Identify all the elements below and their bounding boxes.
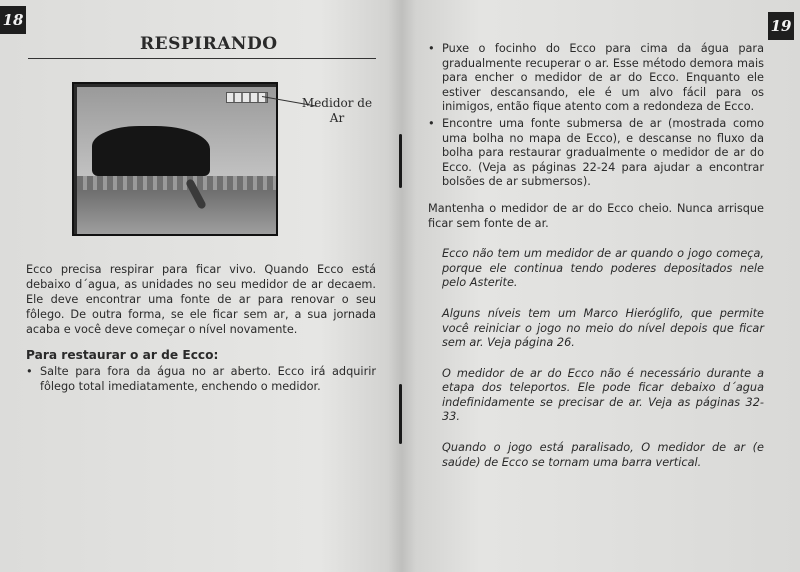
right-paragraph: Mantenha o medidor de ar do Ecco cheio. Nunca arrisque ficar sem fonte de ar.	[428, 201, 764, 230]
subhead: Para restaurar o ar de Ecco:	[26, 348, 219, 362]
list-item: • Puxe o focinho do Ecco para cima da água para gradualmente recuperar o ar. Esse método demora mais para encher o medidor de ar do Ecco. Enquanto ele estiver descansando, ele é um alvo fácil para os inimigos, então fique atento com a redondeza de Ecco.	[428, 42, 764, 115]
game-screenshot	[72, 82, 278, 236]
screenshot-water-surface	[77, 176, 277, 190]
right-bullet-list	[428, 42, 764, 190]
note-item: Ecco não tem um medidor de ar quando o jogo começa, porque ele continua tendo poderes depositados nele pelo Asterite.	[442, 247, 764, 290]
gutter-shadow	[388, 0, 416, 572]
screenshot-island	[92, 126, 210, 176]
note-item: Quando o jogo está paralisado, O medidor de ar (e saúde) de Ecco se tornam uma barra vertical.	[442, 441, 764, 469]
air-meter-graphic	[226, 92, 268, 103]
left-bullet-list	[26, 364, 376, 396]
page-number-left: 18	[0, 6, 26, 34]
binding-staple-bottom	[399, 384, 402, 444]
list-item: • Encontre uma fonte submersa de ar (mostrada como uma bolha no mapa de Ecco), e descanse no fluxo da bolha para restaurar gradualmente o medidor de ar do Ecco. (Veja as páginas 22-24 para ajudar a encontrar bolsões de ar submersos).	[428, 117, 764, 190]
intro-paragraph: Ecco precisa respirar para ficar vivo. Quando Ecco está debaixo d´agua, as unidades no seu medidor de ar decaem. Ele deve encontrar uma fonte de ar para renovar o seu fôlego. De outra forma, se ele ficar sem ar, a sua jornada acaba e você deve começar o nível novamente.	[26, 263, 376, 336]
note-item: Alguns níveis tem um Marco Hieróglifo, que permite você reiniciar o jogo no meio do nível depois que ficar sem ar. Veja página 26.	[442, 306, 764, 350]
page-number-right: 19	[768, 12, 794, 40]
page-title: RESPIRANDO	[140, 34, 278, 54]
callout-label: Medidor de Ar	[301, 96, 373, 125]
note-item: O medidor de ar do Ecco não é necessário durante a etapa dos teleportos. Ele pode ficar debaixo d´agua indefinidamente se precisar de ar. Veja as páginas 32-33.	[442, 366, 764, 424]
screenshot-sea	[77, 190, 277, 234]
binding-staple-top	[399, 134, 402, 188]
right-column	[428, 42, 764, 470]
list-item: • Salte para fora da água no ar aberto. Ecco irá adquirir fôlego total imediatamente, enchendo o medidor.	[26, 364, 376, 394]
title-rule	[28, 58, 376, 59]
